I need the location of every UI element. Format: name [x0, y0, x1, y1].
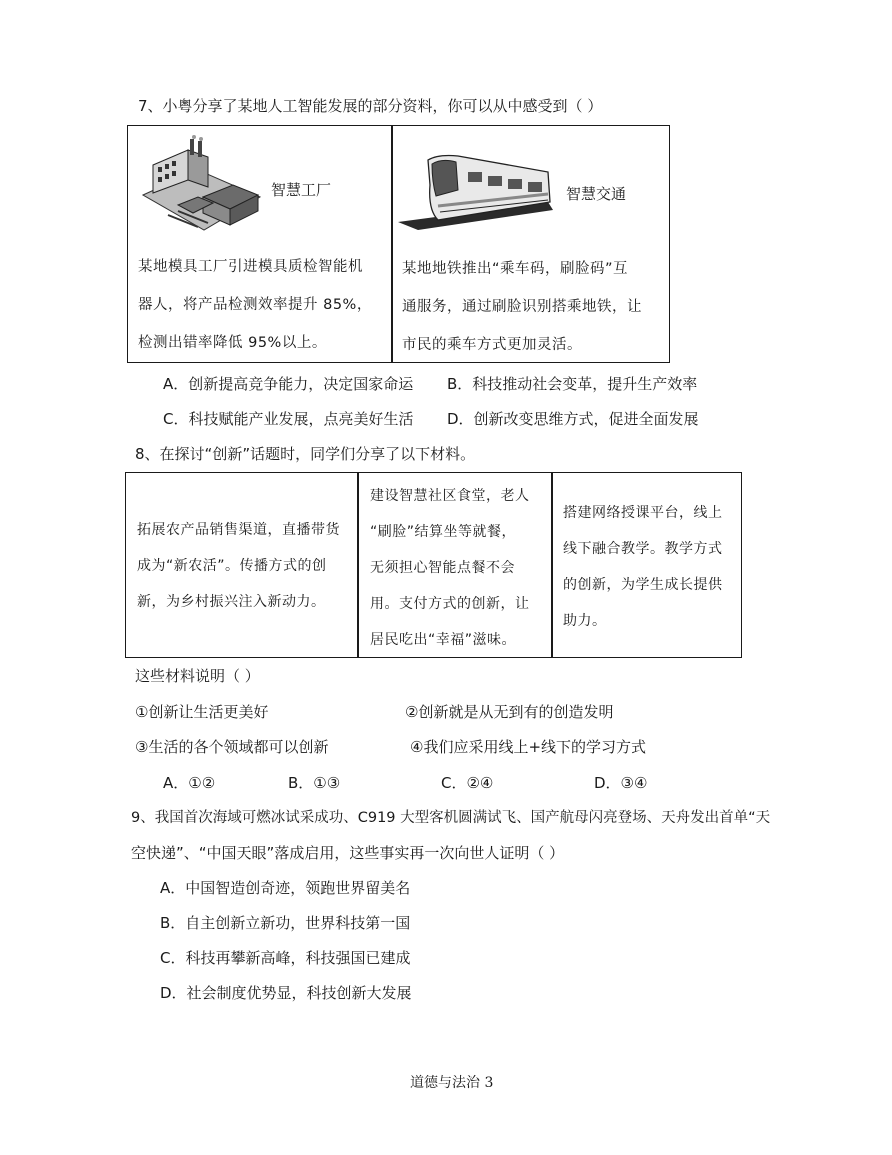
q8-statement-1: ①创新让生活更美好: [135, 703, 269, 721]
q7-left-line: 检测出错率降低 95%以上。: [138, 335, 327, 351]
q8-material-3: [563, 495, 739, 639]
q8-material-1-line: 成为“新农活”。传播方式的创: [137, 558, 327, 574]
q8-material-1-line: 新，为乡村振兴注入新动力。: [137, 594, 326, 610]
smart-factory-image: [138, 135, 263, 240]
q9-option-d: D．社会制度优势显，科技创新大发展: [160, 984, 412, 1002]
q8-option-a: A．①②: [163, 774, 216, 792]
q8-material-2-line: 居民吃出“幸福”滋味。: [370, 632, 517, 648]
q7-option-d: D．创新改变思维方式，促进全面发展: [447, 410, 699, 428]
q9-stem-line-1: 9、我国首次海域可燃冰试采成功、C919 大型客机圆满试飞、国产航母闪亮登场、天舟发出首单“天: [131, 810, 771, 826]
q8-material-2: [370, 478, 550, 658]
q8-option-c: C．②④: [441, 774, 494, 792]
q8-material-3-line: 的创新，为学生成长提供: [563, 577, 723, 593]
q8-material-3-line: 搭建网络授课平台，线上: [563, 505, 723, 521]
q8-statement-3: ③生活的各个领域都可以创新: [135, 738, 329, 756]
q7-right-line: 通服务，通过刷脸识别搭乘地铁，让: [402, 299, 642, 315]
q7-option-b: B．科技推动社会变革，提升生产效率: [447, 375, 698, 393]
q8-material-2-line: 无须担心智能点餐不会: [370, 560, 515, 576]
q7-right-text: [402, 250, 667, 364]
q7-right-line: 某地地铁推出“乘车码，刷脸码”互: [402, 261, 629, 277]
q8-table-divider-1: [357, 472, 359, 658]
q9-option-b: B．自主创新立新功，世界科技第一国: [160, 914, 411, 932]
q7-stem: 7、小粤分享了某地人工智能发展的部分资料，你可以从中感受到（ ）: [138, 97, 603, 115]
q8-statement-2: ②创新就是从无到有的创造发明: [405, 703, 614, 721]
smart-factory-caption: 智慧工厂: [271, 181, 332, 199]
q7-option-a: A．创新提高竞争能力，决定国家命运: [163, 375, 414, 393]
q8-material-3-line: 线下融合教学。教学方式: [563, 541, 723, 557]
q7-right-line: 市民的乘车方式更加灵活。: [402, 337, 582, 353]
q7-left-line: 某地模具工厂引进模具质检智能机: [138, 259, 363, 275]
q8-material-2-line: “刷脸”结算坐等就餐，: [370, 524, 517, 540]
q9-option-c: C．科技再攀新高峰，科技强国已建成: [160, 949, 411, 967]
q7-left-text: [138, 248, 388, 362]
q7-option-c: C．科技赋能产业发展，点亮美好生活: [163, 410, 414, 428]
q8-material-2-line: 用。支付方式的创新，让: [370, 596, 530, 612]
q7-table-divider: [391, 125, 393, 363]
q8-statement-4: ④我们应采用线上+线下的学习方式: [410, 738, 647, 756]
q8-option-d: D．③④: [594, 774, 648, 792]
q8-material-3-line: 助力。: [563, 613, 607, 629]
q8-material-2-line: 建设智慧社区食堂，老人: [370, 488, 530, 504]
q9-stem-line-2: 空快递”、“中国天眼”落成启用，这些事实再一次向世人证明（ ）: [131, 844, 565, 862]
q8-stem: 8、在探讨“创新”话题时，同学们分享了以下材料。: [135, 445, 476, 463]
q7-left-line: 器人，将产品检测效率提升 85%，: [138, 297, 372, 313]
q8-option-b: B．①③: [288, 774, 341, 792]
q8-prompt: 这些材料说明（ ）: [135, 667, 260, 685]
q9-option-a: A．中国智造创奇迹，领跑世界留美名: [160, 879, 411, 897]
smart-transport-train-image: [398, 150, 556, 232]
smart-transport-caption: 智慧交通: [566, 185, 627, 203]
q8-table-divider-2: [551, 472, 553, 658]
page-footer: 道德与法治 3: [410, 1075, 494, 1091]
q8-material-1: [137, 512, 352, 620]
q8-material-1-line: 拓展农产品销售渠道，直播带货: [137, 522, 340, 538]
